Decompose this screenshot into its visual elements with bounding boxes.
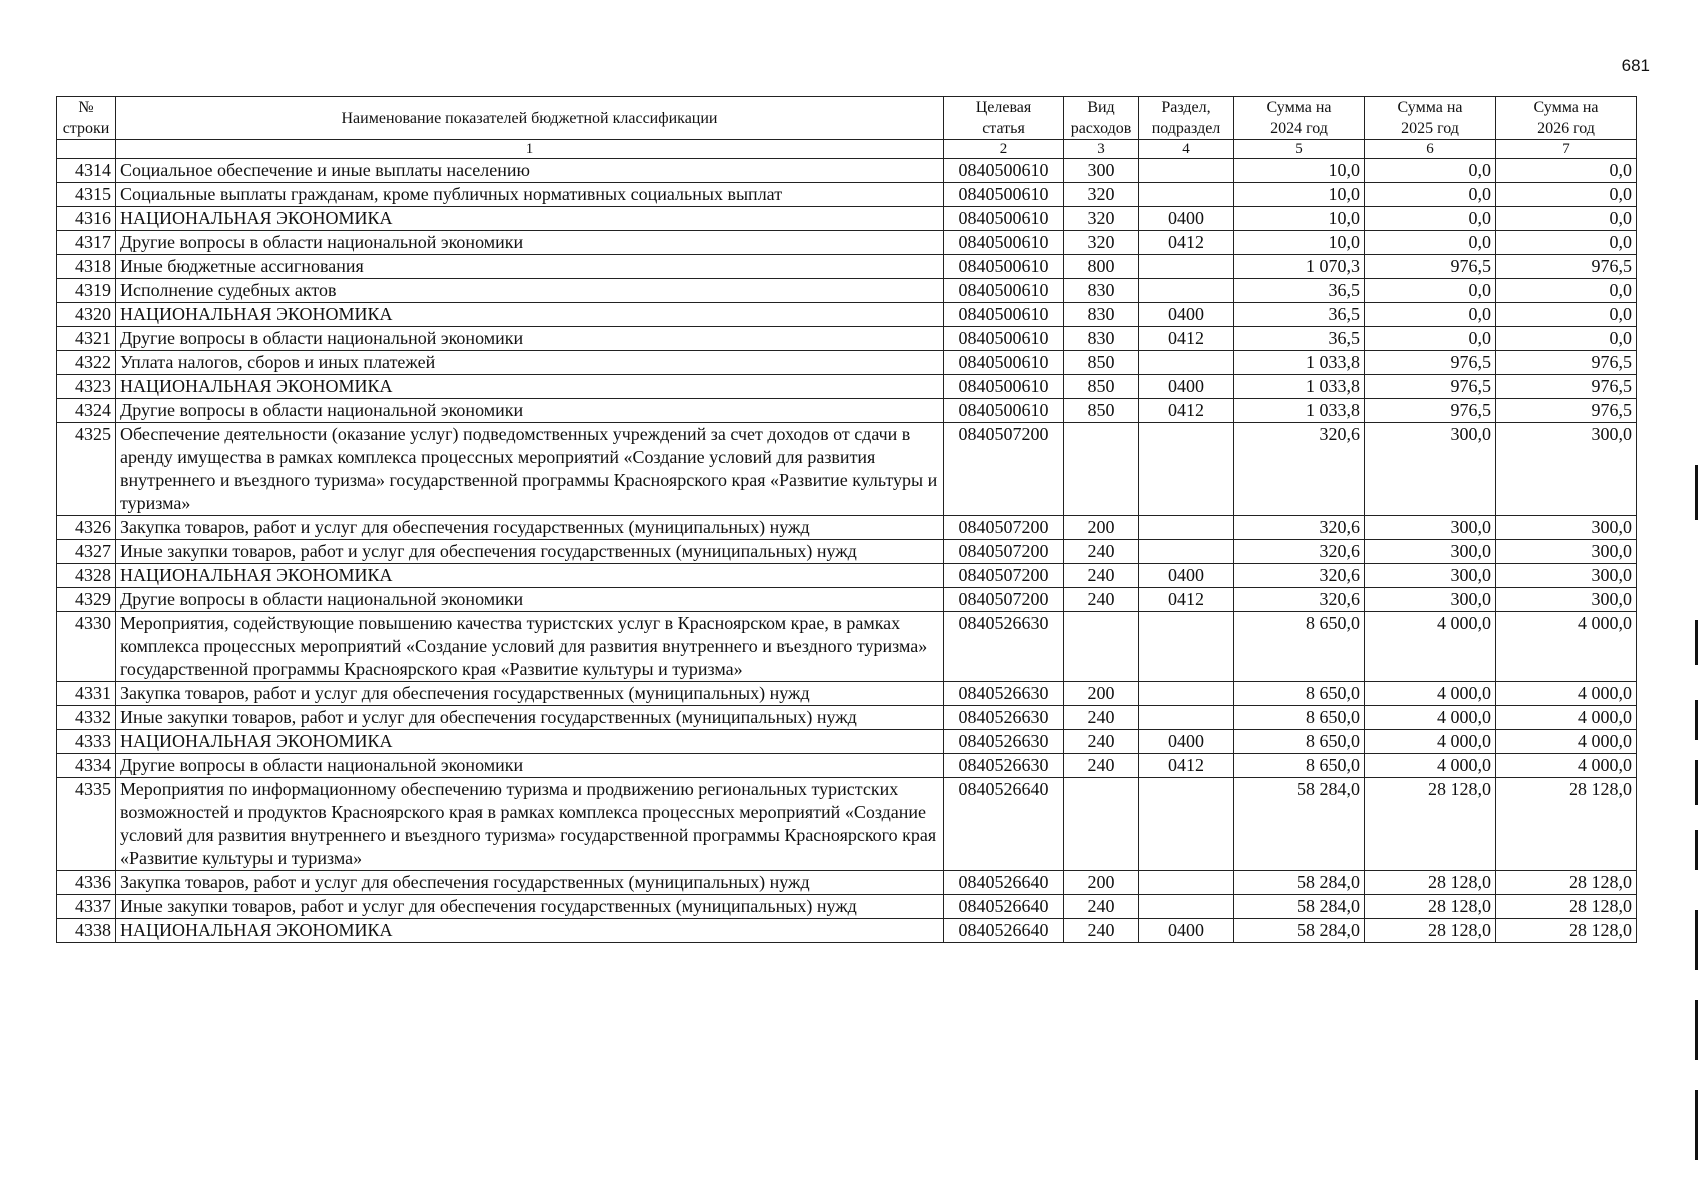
expense-type-cell: 240 [1064,706,1139,730]
sum-2024-cell: 58 284,0 [1234,919,1365,943]
sum-2025-cell: 4 000,0 [1365,682,1496,706]
table-row [57,255,1637,279]
section-cell [1139,423,1234,516]
table-header [57,97,1637,159]
row-number-cell: 4321 [57,327,116,351]
table-row [57,207,1637,231]
expense-type-cell: 200 [1064,682,1139,706]
target-article-cell: 0840500610 [944,279,1064,303]
table-body [57,159,1637,943]
indicator-name-cell: Мероприятия по информационному обеспечению туризма и продвижению региональных туристских возможностей и продуктов Красноярского края в рамках комплекса процессных мероприятий «Создание условий для развития внутреннего и въездного туризма» государственной программы Красноярского края «Развитие культуры и туризма» [116,778,944,871]
section-cell [1139,540,1234,564]
indicator-name-cell: Другие вопросы в области национальной экономики [116,231,944,255]
target-article-cell: 0840507200 [944,540,1064,564]
column-index-cell: 2 [944,140,1064,159]
header-expense-type: Вид расходов [1064,97,1139,140]
sum-2026-cell: 300,0 [1496,540,1637,564]
sum-2025-cell: 28 128,0 [1365,919,1496,943]
expense-type-cell: 850 [1064,375,1139,399]
target-article-cell: 0840526640 [944,871,1064,895]
expense-type-cell: 800 [1064,255,1139,279]
sum-2026-cell: 300,0 [1496,564,1637,588]
indicator-name-cell: Обеспечение деятельности (оказание услуг) подведомственных учреждений за счет доходов от сдачи в аренду имущества в рамках комплекса процессных мероприятий «Создание условий для развития внутреннего и въездного туризма» государственной программы Красноярского края «Развитие культуры и туризма» [116,423,944,516]
target-article-cell: 0840500610 [944,159,1064,183]
sum-2025-cell: 976,5 [1365,399,1496,423]
target-article-cell: 0840526630 [944,730,1064,754]
budget-classification-table [56,96,1637,943]
row-number-cell: 4338 [57,919,116,943]
target-article-cell: 0840526640 [944,919,1064,943]
table-row [57,399,1637,423]
row-number-cell: 4322 [57,351,116,375]
section-cell [1139,255,1234,279]
section-cell: 0412 [1139,754,1234,778]
row-number-cell: 4323 [57,375,116,399]
sum-2025-cell: 4 000,0 [1365,706,1496,730]
row-number-cell: 4325 [57,423,116,516]
sum-2026-cell: 976,5 [1496,375,1637,399]
table-row [57,303,1637,327]
expense-type-cell: 240 [1064,919,1139,943]
expense-type-cell: 320 [1064,231,1139,255]
row-number-cell: 4332 [57,706,116,730]
row-number-cell: 4316 [57,207,116,231]
sum-2026-cell: 0,0 [1496,327,1637,351]
indicator-name-cell: Иные закупки товаров, работ и услуг для обеспечения государственных (муниципальных) нужд [116,895,944,919]
sum-2024-cell: 8 650,0 [1234,754,1365,778]
sum-2025-cell: 300,0 [1365,588,1496,612]
indicator-name-cell: Иные закупки товаров, работ и услуг для обеспечения государственных (муниципальных) нужд [116,540,944,564]
section-cell [1139,159,1234,183]
sum-2026-cell: 4 000,0 [1496,730,1637,754]
expense-type-cell: 830 [1064,327,1139,351]
expense-type-cell: 240 [1064,730,1139,754]
target-article-cell: 0840500610 [944,231,1064,255]
row-number-cell: 4318 [57,255,116,279]
sum-2026-cell: 0,0 [1496,207,1637,231]
scan-edge-mark [1695,1090,1698,1160]
section-cell [1139,351,1234,375]
target-article-cell: 0840507200 [944,516,1064,540]
sum-2025-cell: 28 128,0 [1365,871,1496,895]
scan-edge-mark [1695,760,1698,805]
indicator-name-cell: Иные бюджетные ассигнования [116,255,944,279]
table-row [57,682,1637,706]
target-article-cell: 0840500610 [944,375,1064,399]
section-cell [1139,516,1234,540]
table-row [57,231,1637,255]
sum-2026-cell: 300,0 [1496,588,1637,612]
table-row [57,919,1637,943]
row-number-cell: 4320 [57,303,116,327]
row-number-cell: 4331 [57,682,116,706]
indicator-name-cell: Мероприятия, содействующие повышению качества туристских услуг в Красноярском крае, в рамках комплекса процессных мероприятий «Создание условий для развития внутреннего и въездного туризма» государственной программы Красноярского края «Развитие культуры и туризма» [116,612,944,682]
indicator-name-cell: НАЦИОНАЛЬНАЯ ЭКОНОМИКА [116,207,944,231]
row-number-cell: 4327 [57,540,116,564]
sum-2025-cell: 4 000,0 [1365,612,1496,682]
target-article-cell: 0840500610 [944,207,1064,231]
sum-2025-cell: 0,0 [1365,327,1496,351]
sum-2024-cell: 36,5 [1234,279,1365,303]
section-cell [1139,871,1234,895]
section-cell: 0412 [1139,327,1234,351]
target-article-cell: 0840500610 [944,303,1064,327]
table-row [57,754,1637,778]
column-index-cell: 1 [116,140,944,159]
sum-2024-cell: 36,5 [1234,327,1365,351]
sum-2024-cell: 58 284,0 [1234,778,1365,871]
sum-2025-cell: 28 128,0 [1365,778,1496,871]
sum-2024-cell: 8 650,0 [1234,706,1365,730]
section-cell: 0400 [1139,303,1234,327]
section-cell: 0400 [1139,730,1234,754]
indicator-name-cell: Исполнение судебных актов [116,279,944,303]
target-article-cell: 0840500610 [944,327,1064,351]
indicator-name-cell: Закупка товаров, работ и услуг для обеспечения государственных (муниципальных) нужд [116,871,944,895]
sum-2026-cell: 976,5 [1496,351,1637,375]
target-article-cell: 0840500610 [944,351,1064,375]
expense-type-cell: 240 [1064,564,1139,588]
row-number-cell: 4330 [57,612,116,682]
table-row [57,351,1637,375]
column-index-cell: 3 [1064,140,1139,159]
target-article-cell: 0840526630 [944,612,1064,682]
expense-type-cell: 830 [1064,303,1139,327]
indicator-name-cell: Другие вопросы в области национальной экономики [116,754,944,778]
indicator-name-cell: Другие вопросы в области национальной экономики [116,327,944,351]
header-name: Наименование показателей бюджетной классификации [116,97,944,140]
sum-2025-cell: 4 000,0 [1365,730,1496,754]
header-target-article: Целевая статья [944,97,1064,140]
sum-2024-cell: 10,0 [1234,159,1365,183]
table-row [57,871,1637,895]
row-number-cell: 4336 [57,871,116,895]
sum-2025-cell: 300,0 [1365,423,1496,516]
sum-2024-cell: 320,6 [1234,540,1365,564]
target-article-cell: 0840526630 [944,754,1064,778]
target-article-cell: 0840500610 [944,183,1064,207]
sum-2024-cell: 320,6 [1234,564,1365,588]
table-row [57,612,1637,682]
expense-type-cell: 320 [1064,207,1139,231]
table-row [57,540,1637,564]
expense-type-cell: 240 [1064,895,1139,919]
sum-2026-cell: 28 128,0 [1496,895,1637,919]
sum-2025-cell: 0,0 [1365,207,1496,231]
sum-2025-cell: 4 000,0 [1365,754,1496,778]
scan-edge-mark [1695,700,1698,740]
sum-2025-cell: 0,0 [1365,183,1496,207]
target-article-cell: 0840507200 [944,423,1064,516]
sum-2026-cell: 976,5 [1496,399,1637,423]
target-article-cell: 0840507200 [944,588,1064,612]
sum-2026-cell: 4 000,0 [1496,754,1637,778]
expense-type-cell: 200 [1064,871,1139,895]
sum-2026-cell: 300,0 [1496,423,1637,516]
section-cell: 0412 [1139,588,1234,612]
sum-2025-cell: 300,0 [1365,516,1496,540]
sum-2024-cell: 320,6 [1234,423,1365,516]
expense-type-cell: 200 [1064,516,1139,540]
indicator-name-cell: Уплата налогов, сборов и иных платежей [116,351,944,375]
section-cell [1139,706,1234,730]
sum-2024-cell: 1 033,8 [1234,351,1365,375]
scan-edge-mark [1695,1000,1698,1060]
scan-edge-mark [1695,465,1698,520]
sum-2024-cell: 58 284,0 [1234,895,1365,919]
sum-2025-cell: 976,5 [1365,351,1496,375]
column-index-cell [57,140,116,159]
sum-2024-cell: 320,6 [1234,588,1365,612]
sum-2025-cell: 976,5 [1365,255,1496,279]
sum-2026-cell: 976,5 [1496,255,1637,279]
sum-2025-cell: 976,5 [1365,375,1496,399]
row-number-cell: 4335 [57,778,116,871]
target-article-cell: 0840526640 [944,895,1064,919]
section-cell: 0400 [1139,564,1234,588]
table-row [57,516,1637,540]
sum-2026-cell: 0,0 [1496,183,1637,207]
target-article-cell: 0840500610 [944,399,1064,423]
sum-2026-cell: 0,0 [1496,231,1637,255]
sum-2026-cell: 4 000,0 [1496,612,1637,682]
indicator-name-cell: НАЦИОНАЛЬНАЯ ЭКОНОМИКА [116,730,944,754]
expense-type-cell: 240 [1064,540,1139,564]
scan-edge-mark [1695,620,1698,665]
target-article-cell: 0840500610 [944,255,1064,279]
section-cell [1139,183,1234,207]
table-row [57,778,1637,871]
indicator-name-cell: НАЦИОНАЛЬНАЯ ЭКОНОМИКА [116,919,944,943]
table-row [57,706,1637,730]
row-number-cell: 4337 [57,895,116,919]
header-section: Раздел, подраздел [1139,97,1234,140]
table-row [57,375,1637,399]
row-number-cell: 4317 [57,231,116,255]
table-row [57,588,1637,612]
column-index-cell: 7 [1496,140,1637,159]
section-cell: 0400 [1139,919,1234,943]
sum-2024-cell: 10,0 [1234,231,1365,255]
sum-2026-cell: 28 128,0 [1496,778,1637,871]
row-number-cell: 4315 [57,183,116,207]
expense-type-cell [1064,423,1139,516]
column-index-row [57,140,1637,159]
sum-2024-cell: 8 650,0 [1234,612,1365,682]
table-row [57,895,1637,919]
indicator-name-cell: Иные закупки товаров, работ и услуг для обеспечения государственных (муниципальных) нужд [116,706,944,730]
table-row [57,730,1637,754]
sum-2024-cell: 8 650,0 [1234,730,1365,754]
indicator-name-cell: НАЦИОНАЛЬНАЯ ЭКОНОМИКА [116,303,944,327]
sum-2025-cell: 28 128,0 [1365,895,1496,919]
scan-edge-mark [1695,830,1698,870]
row-number-cell: 4334 [57,754,116,778]
indicator-name-cell: Закупка товаров, работ и услуг для обеспечения государственных (муниципальных) нужд [116,682,944,706]
header-sum-2026: Сумма на 2026 год [1496,97,1637,140]
sum-2026-cell: 0,0 [1496,159,1637,183]
expense-type-cell: 320 [1064,183,1139,207]
expense-type-cell: 850 [1064,351,1139,375]
expense-type-cell [1064,778,1139,871]
indicator-name-cell: Закупка товаров, работ и услуг для обеспечения государственных (муниципальных) нужд [116,516,944,540]
sum-2026-cell: 28 128,0 [1496,871,1637,895]
table-row [57,159,1637,183]
indicator-name-cell: Социальные выплаты гражданам, кроме публичных нормативных социальных выплат [116,183,944,207]
expense-type-cell: 240 [1064,588,1139,612]
sum-2025-cell: 0,0 [1365,231,1496,255]
section-cell [1139,612,1234,682]
target-article-cell: 0840526640 [944,778,1064,871]
column-index-cell: 5 [1234,140,1365,159]
sum-2025-cell: 300,0 [1365,564,1496,588]
table-row [57,423,1637,516]
row-number-cell: 4314 [57,159,116,183]
target-article-cell: 0840526630 [944,706,1064,730]
section-cell: 0400 [1139,207,1234,231]
sum-2024-cell: 320,6 [1234,516,1365,540]
expense-type-cell: 300 [1064,159,1139,183]
indicator-name-cell: Другие вопросы в области национальной экономики [116,588,944,612]
target-article-cell: 0840507200 [944,564,1064,588]
column-index-cell: 6 [1365,140,1496,159]
sum-2024-cell: 1 033,8 [1234,375,1365,399]
row-number-cell: 4328 [57,564,116,588]
sum-2026-cell: 0,0 [1496,303,1637,327]
section-cell [1139,279,1234,303]
section-cell [1139,895,1234,919]
row-number-cell: 4319 [57,279,116,303]
sum-2024-cell: 10,0 [1234,207,1365,231]
row-number-cell: 4324 [57,399,116,423]
indicator-name-cell: НАЦИОНАЛЬНАЯ ЭКОНОМИКА [116,564,944,588]
sum-2024-cell: 1 033,8 [1234,399,1365,423]
section-cell: 0412 [1139,399,1234,423]
expense-type-cell: 240 [1064,754,1139,778]
expense-type-cell: 830 [1064,279,1139,303]
page-number: 681 [1621,56,1650,75]
sum-2024-cell: 58 284,0 [1234,871,1365,895]
header-row-number: № строки [57,97,116,140]
table-row [57,564,1637,588]
scan-edge-mark [1695,910,1698,970]
column-index-cell: 4 [1139,140,1234,159]
table-row [57,327,1637,351]
expense-type-cell [1064,612,1139,682]
section-cell [1139,682,1234,706]
sum-2026-cell: 4 000,0 [1496,682,1637,706]
indicator-name-cell: Социальное обеспечение и иные выплаты населению [116,159,944,183]
sum-2026-cell: 300,0 [1496,516,1637,540]
sum-2026-cell: 28 128,0 [1496,919,1637,943]
sum-2026-cell: 0,0 [1496,279,1637,303]
target-article-cell: 0840526630 [944,682,1064,706]
sum-2026-cell: 4 000,0 [1496,706,1637,730]
expense-type-cell: 850 [1064,399,1139,423]
section-cell: 0412 [1139,231,1234,255]
sum-2025-cell: 0,0 [1365,303,1496,327]
sum-2024-cell: 1 070,3 [1234,255,1365,279]
row-number-cell: 4326 [57,516,116,540]
sum-2025-cell: 0,0 [1365,159,1496,183]
section-cell: 0400 [1139,375,1234,399]
header-sum-2024: Сумма на 2024 год [1234,97,1365,140]
sum-2024-cell: 36,5 [1234,303,1365,327]
sum-2024-cell: 8 650,0 [1234,682,1365,706]
row-number-cell: 4329 [57,588,116,612]
sum-2025-cell: 300,0 [1365,540,1496,564]
indicator-name-cell: НАЦИОНАЛЬНАЯ ЭКОНОМИКА [116,375,944,399]
table-row [57,279,1637,303]
sum-2024-cell: 10,0 [1234,183,1365,207]
header-sum-2025: Сумма на 2025 год [1365,97,1496,140]
scan-edge-marks [1694,0,1700,1200]
section-cell [1139,778,1234,871]
sum-2025-cell: 0,0 [1365,279,1496,303]
indicator-name-cell: Другие вопросы в области национальной экономики [116,399,944,423]
row-number-cell: 4333 [57,730,116,754]
table-row [57,183,1637,207]
